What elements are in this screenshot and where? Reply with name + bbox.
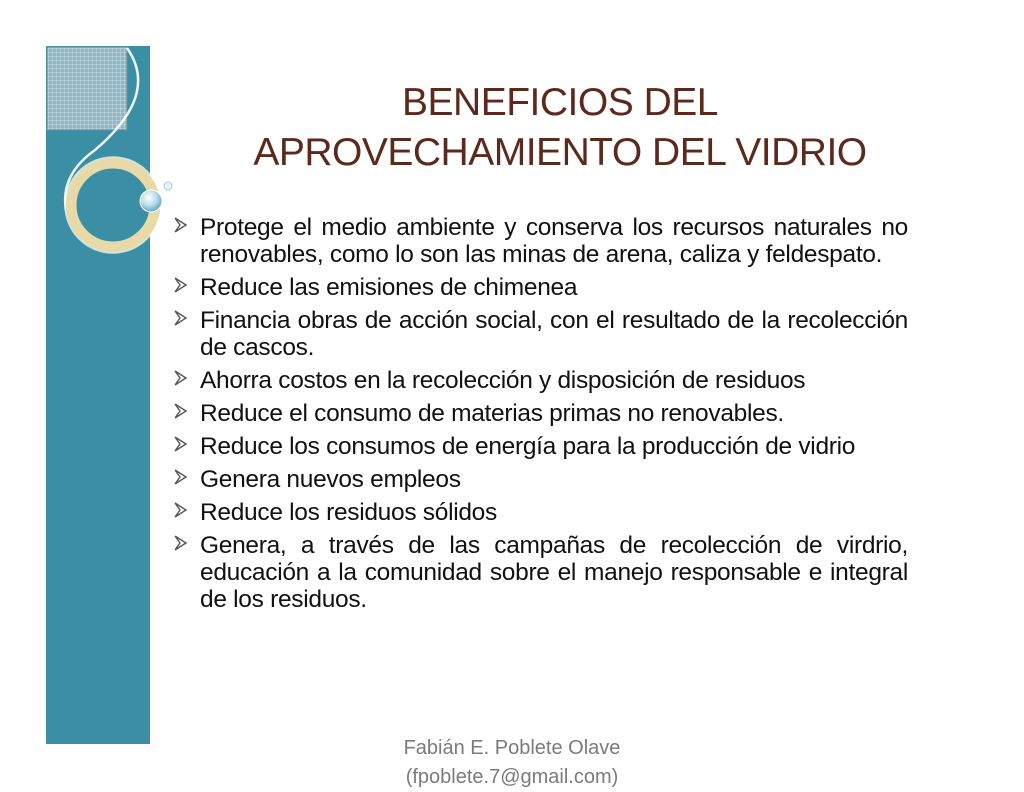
textured-square (47, 47, 127, 130)
list-item-text: Reduce los residuos sólidos (200, 499, 497, 526)
arrow-bullet-icon (172, 434, 190, 454)
list-item (170, 499, 908, 526)
title-line-2: APROVECHAMIENTO DEL VIDRIO (253, 131, 867, 174)
list-item (170, 532, 908, 613)
arrow-bullet-icon (172, 215, 190, 235)
list-item-text: Reduce los consumos de energía para la producción de vidrio (200, 433, 856, 460)
arrow-bullet-icon (172, 467, 190, 487)
list-item (170, 400, 908, 427)
footer-author: Fabián E. Poblete Olave (403, 737, 621, 759)
arrow-bullet-icon (172, 533, 190, 553)
bubble-large (140, 190, 162, 212)
footer-email: (fpoblete.7@gmail.com) (405, 766, 619, 788)
list-item (170, 433, 908, 460)
bubble-small (164, 182, 172, 190)
list-item (170, 214, 908, 268)
slide-footer (300, 734, 724, 792)
arrow-bullet-icon (172, 308, 190, 328)
benefits-list (170, 214, 908, 619)
arrow-bullet-icon (172, 368, 190, 388)
list-item-text: Reduce las emisiones de chimenea (200, 274, 578, 301)
list-item-text: Protege el medio ambiente y conserva los recursos naturales no renovables, como lo son las minas de arena, caliza y feldespato. (200, 214, 908, 268)
list-item (170, 367, 908, 394)
arrow-bullet-icon (172, 275, 190, 295)
slide-title (200, 78, 920, 178)
list-item-text: Reduce el consumo de materias primas no renovables. (200, 400, 784, 427)
list-item-text: Genera nuevos empleos (200, 466, 461, 493)
arrow-bullet-icon (172, 500, 190, 520)
arrow-bullet-icon (172, 401, 190, 421)
list-item-text: Financia obras de acción social, con el resultado de la recolección de cascos. (200, 307, 908, 361)
list-item (170, 307, 908, 361)
list-item (170, 466, 908, 493)
title-line-1: BENEFICIOS DEL (402, 81, 718, 124)
list-item-text: Genera, a través de las campañas de recolección de virdrio, educación a la comunidad sobre el manejo responsable e integral de los residuos. (200, 532, 908, 613)
list-item (170, 274, 908, 301)
list-item-text: Ahorra costos en la recolección y disposición de residuos (200, 367, 806, 394)
